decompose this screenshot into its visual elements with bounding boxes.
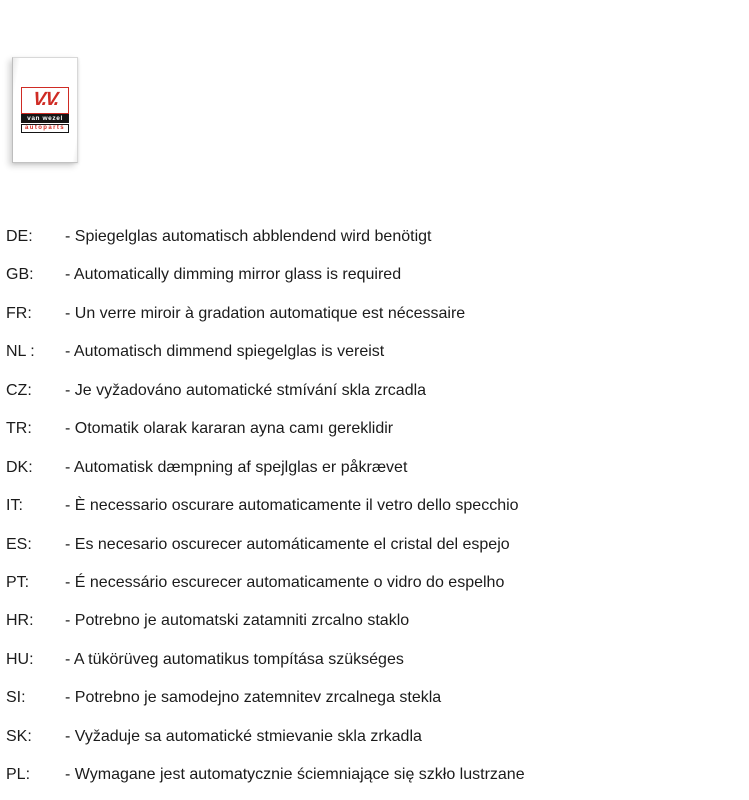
language-code: HU: bbox=[6, 650, 34, 668]
language-code: DK: bbox=[6, 458, 33, 476]
requirement-text: - Spiegelglas automatisch abblendend wird benötigt bbox=[65, 228, 432, 245]
language-code: NL : bbox=[6, 343, 35, 361]
requirement-row bbox=[6, 343, 746, 381]
requirement-text: - Potrebno je samodejno zatemnitev zrcalnega stekla bbox=[65, 689, 442, 707]
language-code: GB: bbox=[6, 266, 34, 284]
requirement-list bbox=[6, 228, 746, 800]
requirement-row bbox=[6, 651, 746, 689]
van-wezel-logo bbox=[21, 87, 69, 133]
requirement-row bbox=[6, 382, 746, 420]
requirement-text: - Je vyžadováno automatické stmívání skla zrcadla bbox=[65, 381, 427, 399]
requirement-text: - É necessário escurecer automaticamente o vidro do espelho bbox=[65, 573, 505, 591]
requirement-row bbox=[6, 420, 746, 458]
requirement-text: - Es necesario oscurecer automáticamente el cristal del espejo bbox=[65, 535, 510, 553]
requirement-row bbox=[6, 228, 746, 266]
requirement-row bbox=[6, 689, 746, 727]
requirement-text: - Automatisk dæmpning af spejlglas er påkrævet bbox=[65, 458, 408, 476]
brand-subtitle: autoparts bbox=[21, 124, 69, 133]
language-code: PL: bbox=[6, 766, 31, 784]
requirement-text: - Automatically dimming mirror glass is required bbox=[65, 266, 402, 284]
vw-monogram-icon bbox=[21, 87, 69, 114]
requirement-text: - Vyžaduje sa automatické stmievanie skla zrkadla bbox=[65, 727, 422, 745]
requirement-text: - Otomatik olarak kararan ayna camı gereklidir bbox=[65, 420, 394, 438]
requirement-row bbox=[6, 728, 746, 766]
requirement-text: - È necessario oscurare automaticamente il vetro dello specchio bbox=[65, 497, 519, 515]
language-code: DE: bbox=[6, 228, 33, 245]
language-code: SI: bbox=[6, 689, 26, 707]
language-code: PT: bbox=[6, 573, 30, 591]
requirement-row bbox=[6, 766, 746, 800]
requirement-row bbox=[6, 612, 746, 650]
language-code: ES: bbox=[6, 535, 32, 553]
brand-label-card bbox=[12, 57, 78, 163]
language-code: SK: bbox=[6, 727, 32, 745]
requirement-text: - Potrebno je automatski zatamniti zrcalno staklo bbox=[65, 612, 410, 630]
requirement-text: - A tükörüveg automatikus tompítása szükséges bbox=[65, 650, 404, 668]
brand-name: van wezel bbox=[21, 114, 69, 123]
requirement-text: - Automatisch dimmend spiegelglas is vereist bbox=[65, 343, 385, 361]
requirement-row bbox=[6, 574, 746, 612]
language-code: FR: bbox=[6, 304, 32, 322]
requirement-row bbox=[6, 305, 746, 343]
language-code: CZ: bbox=[6, 381, 32, 399]
requirement-row bbox=[6, 459, 746, 497]
requirement-text: - Un verre miroir à gradation automatique est nécessaire bbox=[65, 304, 466, 322]
language-code: TR: bbox=[6, 420, 32, 438]
language-code: IT: bbox=[6, 497, 23, 515]
vw-monogram-text: V.V. bbox=[31, 89, 59, 110]
requirement-row bbox=[6, 497, 746, 535]
language-code: HR: bbox=[6, 612, 34, 630]
requirement-row bbox=[6, 266, 746, 304]
requirement-text: - Wymagane jest automatycznie ściemniające się szkło lustrzane bbox=[65, 766, 525, 784]
requirement-row bbox=[6, 536, 746, 574]
